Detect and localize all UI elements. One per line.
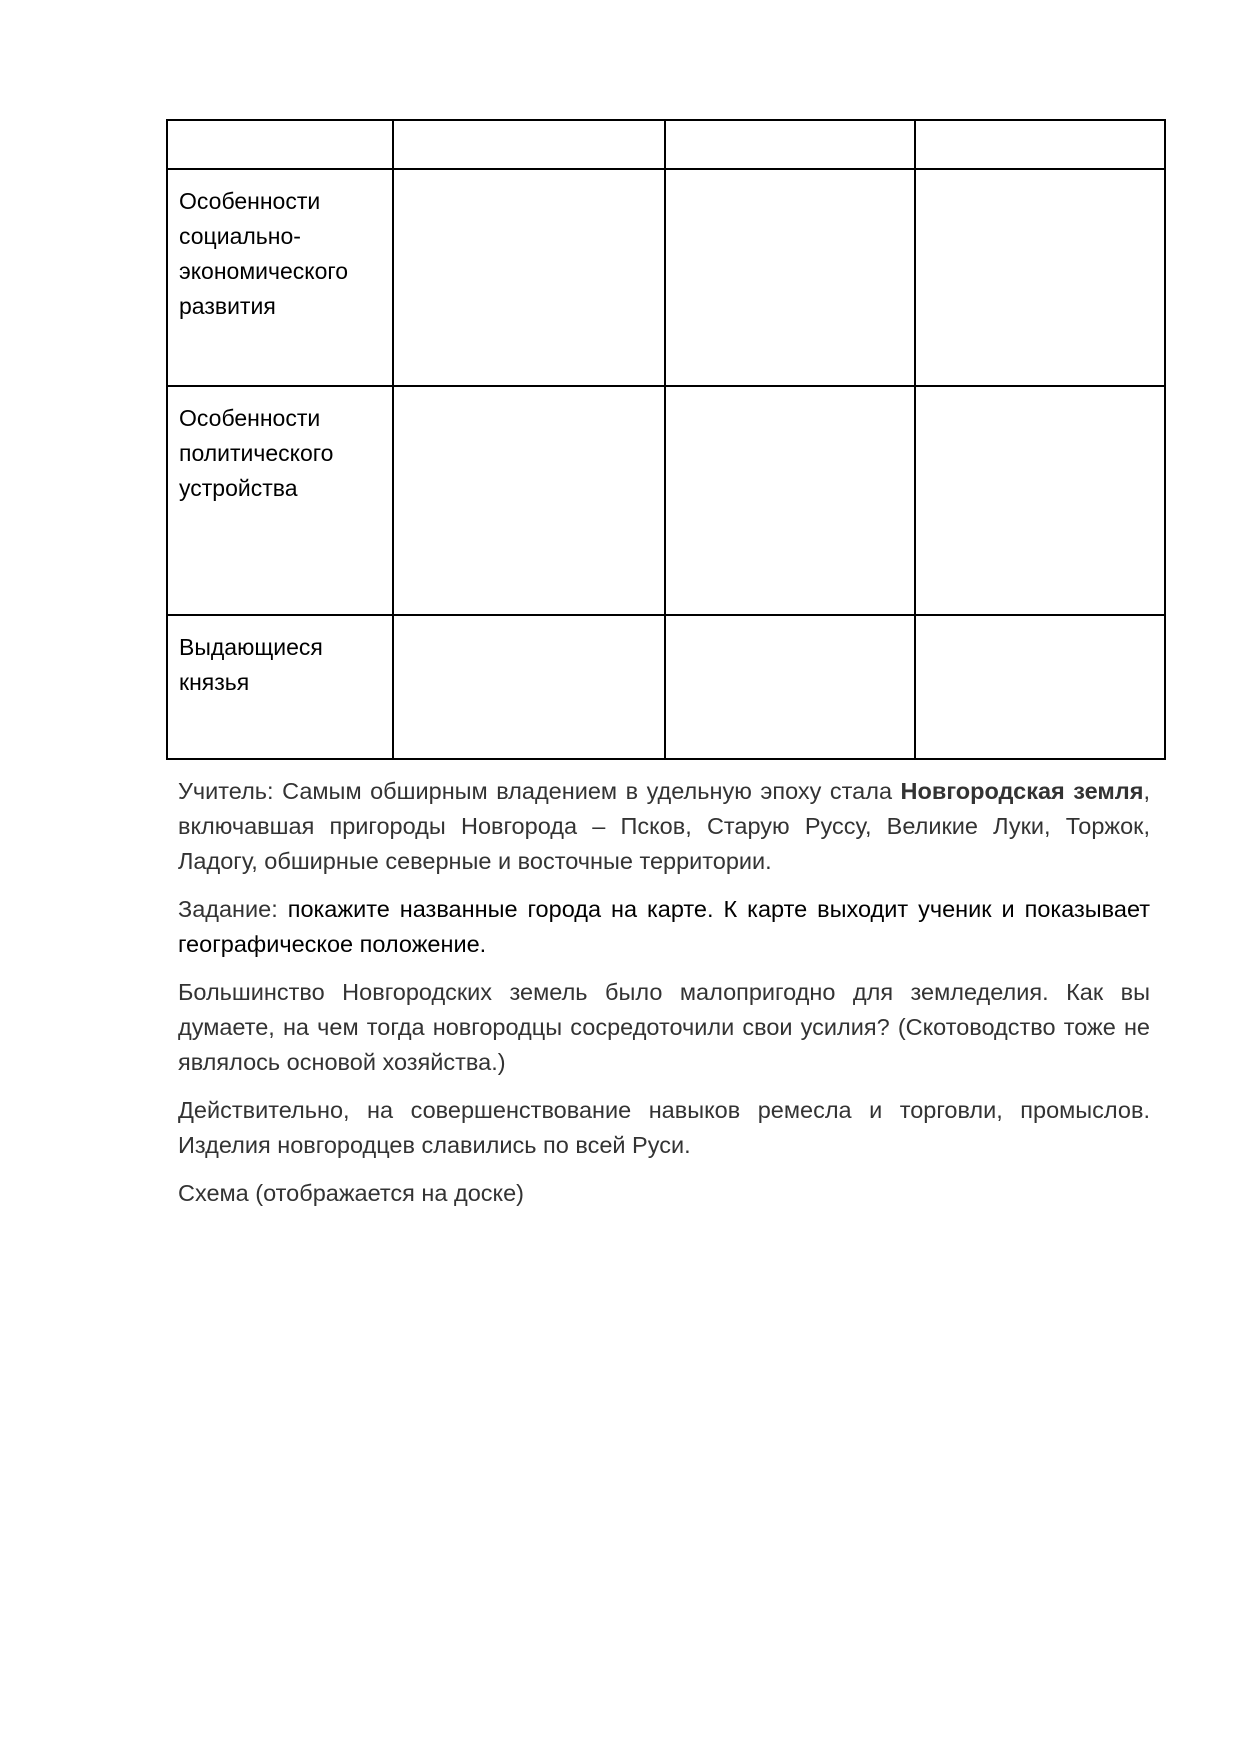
row-label-cell bbox=[167, 615, 393, 759]
paragraph-answer: Действительно, на совершенствование навыков ремесла и торговли, промыслов. Изделия новгородцев славились по всей Руси. bbox=[178, 1097, 1150, 1158]
table-header-cell bbox=[393, 120, 665, 169]
table-row bbox=[167, 615, 1165, 759]
row-label-princes: Выдающиеся князья bbox=[179, 634, 323, 695]
paragraph-question: Большинство Новгородских земель было малопригодно для земледелия. Как вы думаете, на чем тогда новгородцы сосредоточили свои усилия? (Скотоводство тоже не являлось основой хозяйства.) bbox=[178, 979, 1150, 1075]
paragraph-teacher-intro: Учитель: Самым обширным владением в удельную эпоху стала Новгородская земля, включавшая пригороды Новгорода – Псков, Старую Руссу, Великие Луки, Торжок, Ладогу, обширные северные и восточные территории. bbox=[178, 778, 1150, 874]
table-header-cell bbox=[915, 120, 1165, 169]
table-cell bbox=[665, 386, 915, 615]
table-row bbox=[167, 386, 1165, 615]
table-header-cell bbox=[665, 120, 915, 169]
comparison-table bbox=[166, 119, 1166, 760]
paragraph-task: Задание: покажите названные города на карте. К карте выходит ученик и показывает географическое положение. bbox=[178, 896, 1150, 957]
row-label-cell bbox=[167, 386, 393, 615]
table-cell bbox=[915, 169, 1165, 386]
table-header-cell bbox=[167, 120, 393, 169]
paragraph-scheme: Схема (отображается на доске) bbox=[178, 1180, 524, 1206]
table-cell bbox=[665, 615, 915, 759]
table-row bbox=[167, 169, 1165, 386]
table-cell bbox=[393, 169, 665, 386]
table-cell bbox=[393, 615, 665, 759]
table-cell bbox=[915, 386, 1165, 615]
table-cell bbox=[665, 169, 915, 386]
row-label-socioeconomic: Особенности социально- экономического развития bbox=[179, 188, 349, 319]
task-label: Задание: bbox=[178, 896, 288, 922]
table-cell bbox=[915, 615, 1165, 759]
row-label-political: Особенности политического устройства bbox=[179, 405, 334, 501]
novgorod-land-emphasis: Новгородская земля bbox=[900, 778, 1144, 804]
lesson-text bbox=[178, 774, 1150, 1224]
table-cell bbox=[393, 386, 665, 615]
row-label-cell bbox=[167, 169, 393, 386]
table-header-row bbox=[167, 120, 1165, 169]
